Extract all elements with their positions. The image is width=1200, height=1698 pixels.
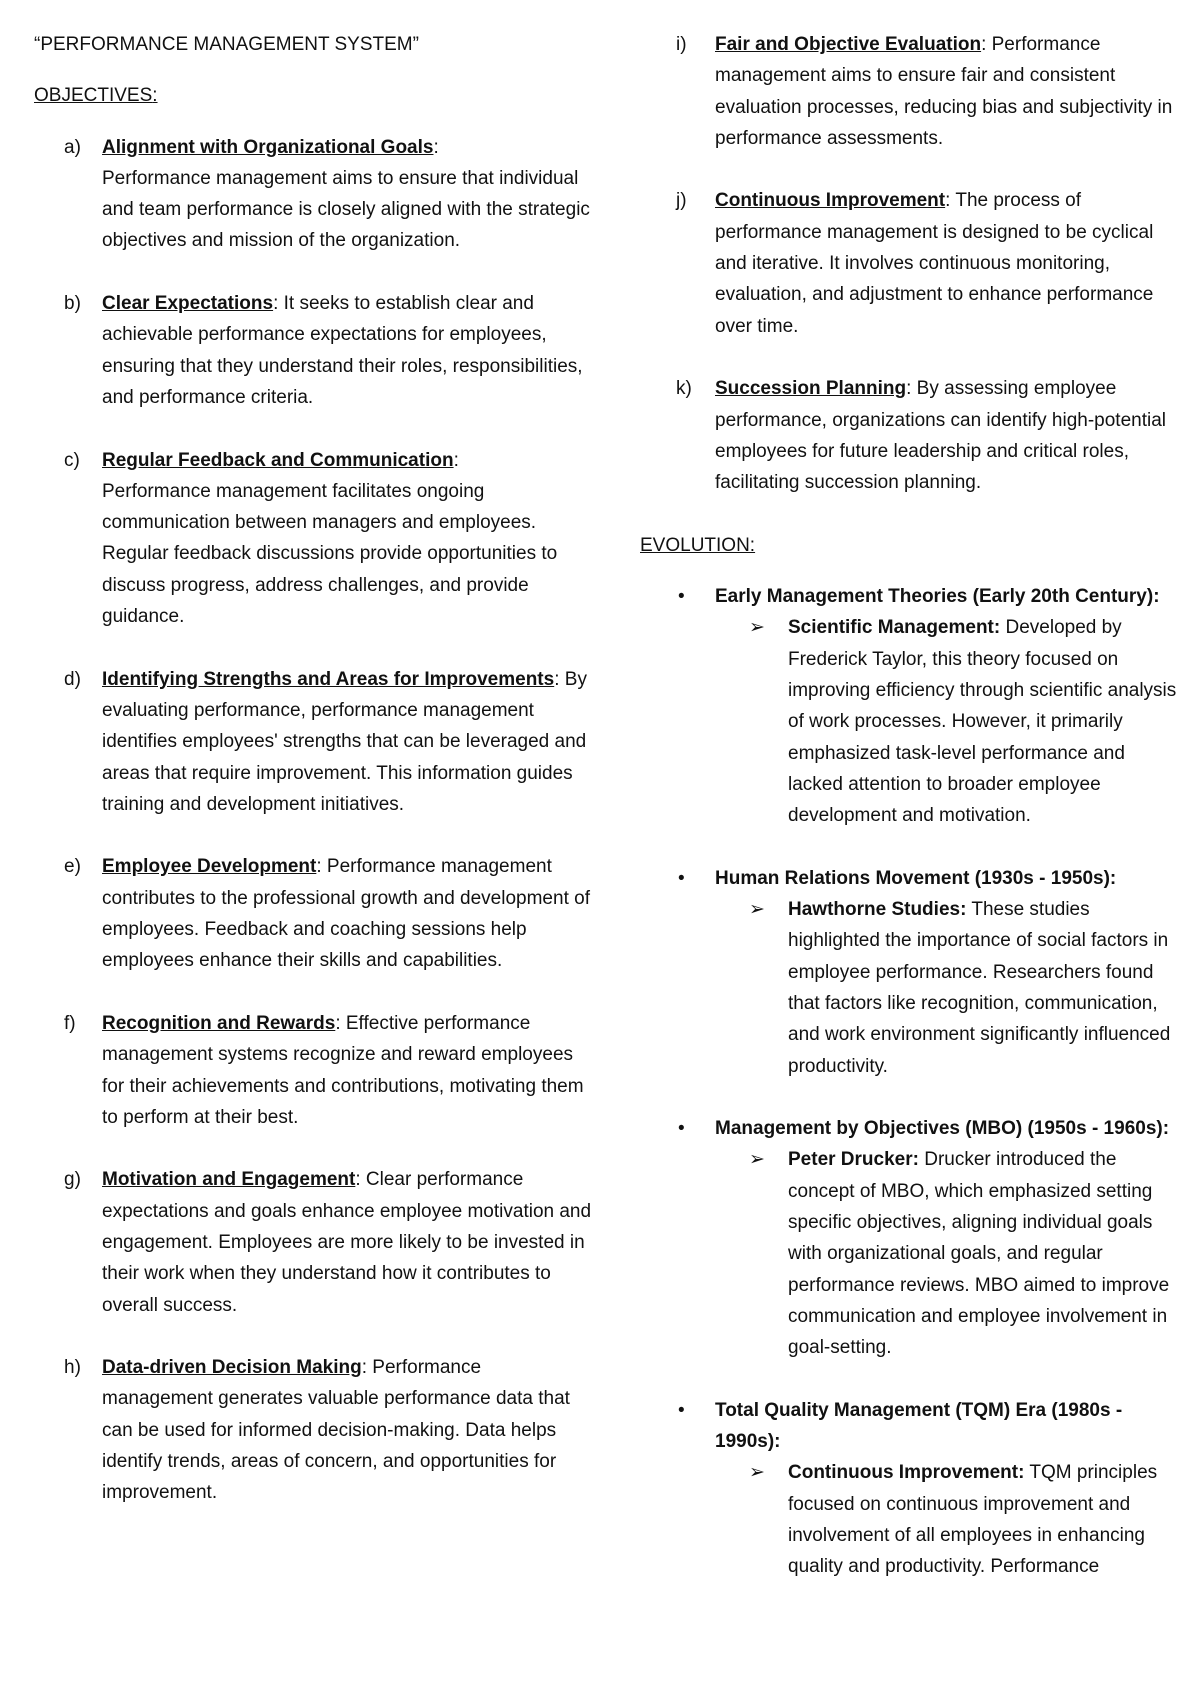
objectives-list: [34, 132, 594, 1509]
left-column: [34, 29, 594, 1540]
objective-text: It seeks to establish clear and achievable performance expectations for employees, ensuring that they understand their roles, responsibilities, and performance criteria.: [102, 293, 583, 408]
objective-term: Employee Development: [102, 856, 317, 878]
objective-item: [640, 373, 1185, 498]
objective-sep: :: [335, 1012, 341, 1034]
objective-sep: :: [945, 190, 951, 212]
evolution-sub-item: [715, 612, 1185, 831]
objective-item: [34, 288, 594, 413]
objectives-heading: OBJECTIVES:: [34, 85, 158, 107]
objective-text: The process of performance management is designed to be cyclical and iterative. It involves continuous monitoring, evaluation, and adjustment to enhance performance over time.: [715, 190, 1154, 337]
objective-text: Effective performance management systems recognize and reward employees for their achievements and contributions, motivating them to perform at their best.: [102, 1012, 584, 1128]
objective-sep: :: [554, 668, 560, 690]
evolution-era-heading: Total Quality Management (TQM) Era (1980s - 1990s):: [715, 1399, 1123, 1453]
objective-item: [640, 29, 1185, 154]
objective-sep: :: [273, 293, 279, 315]
objective-marker: i): [676, 34, 687, 55]
evolution-sub-item: [715, 1457, 1185, 1582]
arrow-bullet-icon: ➢: [749, 1149, 765, 1171]
objective-marker: j): [676, 190, 687, 212]
arrow-bullet-icon: ➢: [749, 899, 765, 921]
objective-term: Recognition and Rewards: [102, 1012, 336, 1034]
bullet-icon: •: [678, 867, 685, 889]
objective-text: Performance management aims to ensure that individual and team performance is closely aligned with the strategic objectives and mission of the organization.: [102, 167, 590, 252]
objective-text: By evaluating performance, performance management identifies employees' strengths that can be leveraged and areas that require improvement. This information guides training and development initiatives.: [102, 668, 587, 815]
objective-term: Fair and Objective Evaluation: [715, 34, 982, 55]
evolution-sub-term: Continuous Improvement:: [788, 1462, 1025, 1484]
evolution-sub-term: Peter Drucker:: [788, 1149, 919, 1171]
objective-item: [34, 445, 594, 633]
objective-sep: :: [433, 136, 439, 158]
objective-term: Succession Planning: [715, 378, 907, 400]
objective-marker: f): [64, 1012, 76, 1034]
evolution-item: [640, 581, 1185, 831]
objective-sep: :: [453, 449, 459, 471]
objective-term: Data-driven Decision Making: [102, 1357, 362, 1379]
objective-sep: :: [906, 378, 912, 400]
objective-item: [640, 185, 1185, 341]
objective-text: Performance management contributes to the professional growth and development of employees. Feedback and coaching sessions help employees enhance their skills and capabilities.: [102, 856, 590, 972]
evolution-sub-item: [715, 1144, 1185, 1363]
objective-term: Motivation and Engagement: [102, 1169, 356, 1191]
objective-item: [34, 1352, 594, 1508]
objective-marker: c): [64, 449, 80, 471]
objective-marker: b): [64, 293, 81, 315]
objective-term: Alignment with Organizational Goals: [102, 136, 434, 158]
objective-marker: d): [64, 668, 81, 690]
arrow-bullet-icon: ➢: [749, 1462, 765, 1484]
evolution-sub-text: TQM principles focused on continuous improvement and involvement of all employees in enhancing quality and productivity. Performance: [788, 1462, 1158, 1578]
bullet-icon: •: [678, 1399, 685, 1421]
bullet-icon: •: [678, 1118, 685, 1140]
document-title: “PERFORMANCE MANAGEMENT SYSTEM”: [34, 34, 419, 55]
evolution-list: [640, 581, 1185, 1583]
objective-sep: :: [981, 34, 987, 55]
evolution-era-heading: Management by Objectives (MBO) (1950s - 1960s):: [715, 1118, 1170, 1140]
objective-item: [34, 1008, 594, 1133]
objective-term: Identifying Strengths and Areas for Improvements: [102, 668, 555, 690]
objectives-heading-text: OBJECTIVES: [34, 85, 153, 107]
evolution-era-heading: Early Management Theories (Early 20th Century):: [715, 586, 1160, 608]
objectives-list-continued: [640, 29, 1185, 498]
objective-sep: :: [361, 1357, 368, 1379]
evolution-sub-text: Drucker introduced the concept of MBO, which emphasized setting specific objectives, aligning individual goals with organizational goals, and regular performance reviews. MBO aimed to improve communication and employee involvement in goal-setting.: [788, 1149, 1170, 1359]
objective-marker: k): [676, 378, 692, 400]
evolution-sub-term: Hawthorne Studies:: [788, 899, 967, 921]
evolution-item: [640, 1113, 1185, 1363]
objective-item: [34, 132, 594, 257]
objective-sep: :: [355, 1169, 361, 1191]
bullet-icon: •: [678, 586, 685, 608]
evolution-heading: EVOLUTION:: [640, 534, 756, 556]
evolution-item: [640, 863, 1185, 1082]
objective-marker: a): [64, 136, 81, 158]
objective-text: Performance management facilitates ongoing communication between managers and employees. Regular feedback discussions provide opportunities to discuss progress, address challenges, and provide guidance.: [102, 480, 558, 628]
objective-marker: h): [64, 1357, 81, 1379]
evolution-item: [640, 1395, 1185, 1583]
evolution-sub-item: [715, 894, 1185, 1082]
objective-marker: g): [64, 1169, 81, 1191]
objective-text: Performance management aims to ensure fair and consistent evaluation processes, reducing bias and subjectivity in performance assessments.: [715, 34, 1173, 149]
objective-text: By assessing employee performance, organizations can identify high-potential employees for future leadership and critical roles, facilitating succession planning.: [715, 378, 1166, 494]
objective-term: Regular Feedback and Communication: [102, 449, 454, 471]
objective-sep: :: [316, 856, 322, 878]
evolution-sub-term: Scientific Management:: [788, 617, 1001, 639]
evolution-sub-text: Developed by Frederick Taylor, this theory focused on improving efficiency through scientific analysis of work processes. However, it primarily emphasized task-level performance and lacked attention to broader employee development and motivation.: [788, 617, 1177, 827]
objective-item: [34, 664, 594, 820]
objective-text: Performance management generates valuable performance data that can be used for informed decision-making. Data helps identify trends, areas of concern, and opportunities for improvement.: [102, 1357, 570, 1504]
right-column: [640, 29, 1185, 1614]
evolution-era-heading: Human Relations Movement (1930s - 1950s):: [715, 867, 1117, 889]
objective-text: Clear performance expectations and goals enhance employee motivation and engagement. Employees are more likely to be invested in their work when they understand how it contributes to overall success.: [102, 1169, 592, 1316]
objective-term: Continuous Improvement: [715, 190, 946, 212]
objective-term: Clear Expectations: [102, 293, 274, 315]
arrow-bullet-icon: ➢: [749, 617, 765, 639]
objective-item: [34, 851, 594, 976]
evolution-sub-text: These studies highlighted the importance of social factors in employee performance. Researchers found that factors like recognition, communication, and work environment significantly influenced productivity.: [788, 899, 1171, 1077]
objective-marker: e): [64, 856, 81, 878]
objective-item: [34, 1164, 594, 1320]
